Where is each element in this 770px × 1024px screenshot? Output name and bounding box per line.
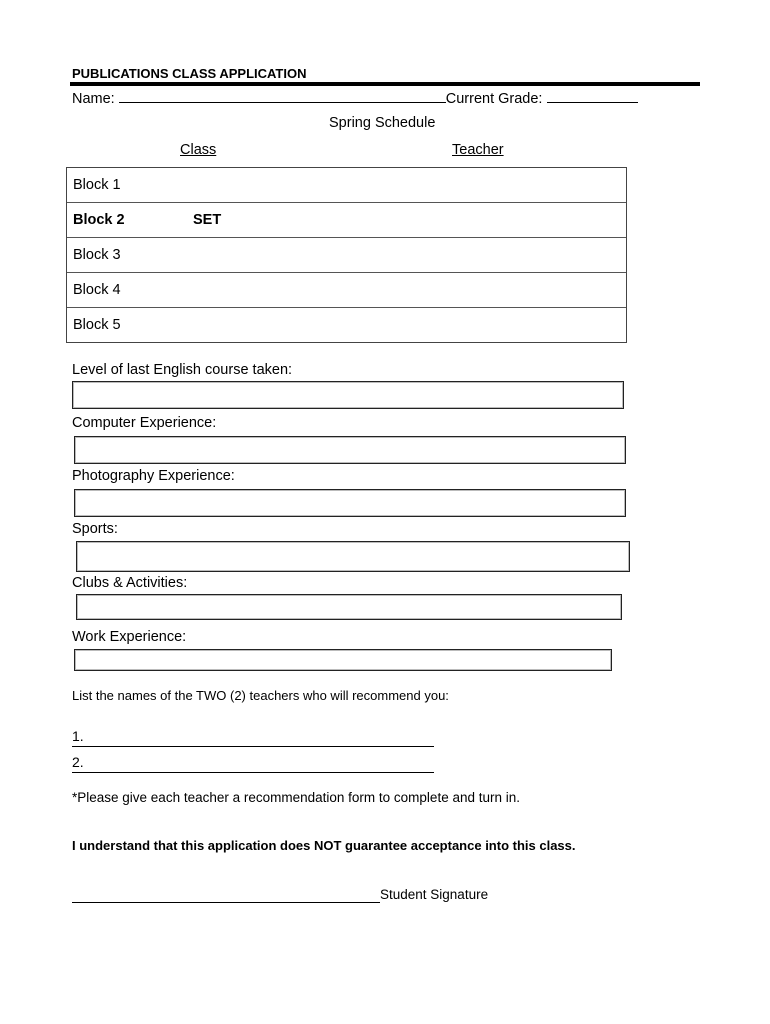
schedule-table [66, 167, 627, 343]
class-column-header: Class [180, 142, 217, 158]
computer-experience-input[interactable] [74, 436, 626, 464]
recommender-2-number: 2. [72, 754, 84, 770]
current-grade-field[interactable] [547, 88, 638, 103]
work-experience-input[interactable] [74, 649, 612, 671]
recommendation-note: *Please give each teacher a recommendation form to complete and turn in. [72, 790, 520, 805]
name-field[interactable] [119, 88, 446, 103]
schedule-row-block-3[interactable] [67, 238, 626, 273]
block-label: Block 4 [73, 282, 121, 298]
form-title: PUBLICATIONS CLASS APPLICATION [72, 66, 307, 81]
block-label: Block 1 [73, 177, 121, 193]
photography-experience-label: Photography Experience: [72, 468, 235, 484]
teacher-column-header: Teacher [452, 142, 504, 158]
computer-experience-label: Computer Experience: [72, 415, 217, 431]
disclaimer: I understand that this application does NOT guarantee acceptance into this class. [72, 838, 576, 853]
recommender-1-line[interactable] [72, 728, 434, 747]
sports-label: Sports: [72, 521, 118, 537]
recommender-1-number: 1. [72, 728, 84, 744]
signature-label: Student Signature [380, 887, 489, 902]
block-label: Block 5 [73, 317, 121, 333]
block-label: Block 2 [73, 212, 125, 228]
signature-line[interactable] [72, 885, 380, 903]
name-grade-row [72, 88, 638, 107]
title-divider [70, 82, 700, 86]
clubs-activities-input[interactable] [76, 594, 622, 620]
schedule-row-block-1[interactable] [67, 168, 626, 203]
work-experience-label: Work Experience: [72, 629, 187, 645]
clubs-activities-label: Clubs & Activities: [72, 575, 188, 591]
block-label: Block 3 [73, 247, 121, 263]
recommender-2-line[interactable] [72, 754, 434, 773]
sports-input[interactable] [76, 541, 630, 572]
current-grade-label: Current Grade: [445, 91, 543, 107]
english-level-label: Level of last English course taken: [72, 362, 293, 378]
english-level-input[interactable] [72, 381, 624, 409]
schedule-row-block-5[interactable] [67, 308, 626, 342]
photography-experience-input[interactable] [74, 489, 626, 517]
block-class: SET [193, 212, 222, 228]
recommend-instruction: List the names of the TWO (2) teachers who will recommend you: [72, 688, 449, 703]
name-label: Name: [72, 91, 115, 107]
schedule-row-block-2[interactable] [67, 203, 626, 238]
schedule-row-block-4[interactable] [67, 273, 626, 308]
schedule-heading: Spring Schedule [329, 115, 436, 131]
